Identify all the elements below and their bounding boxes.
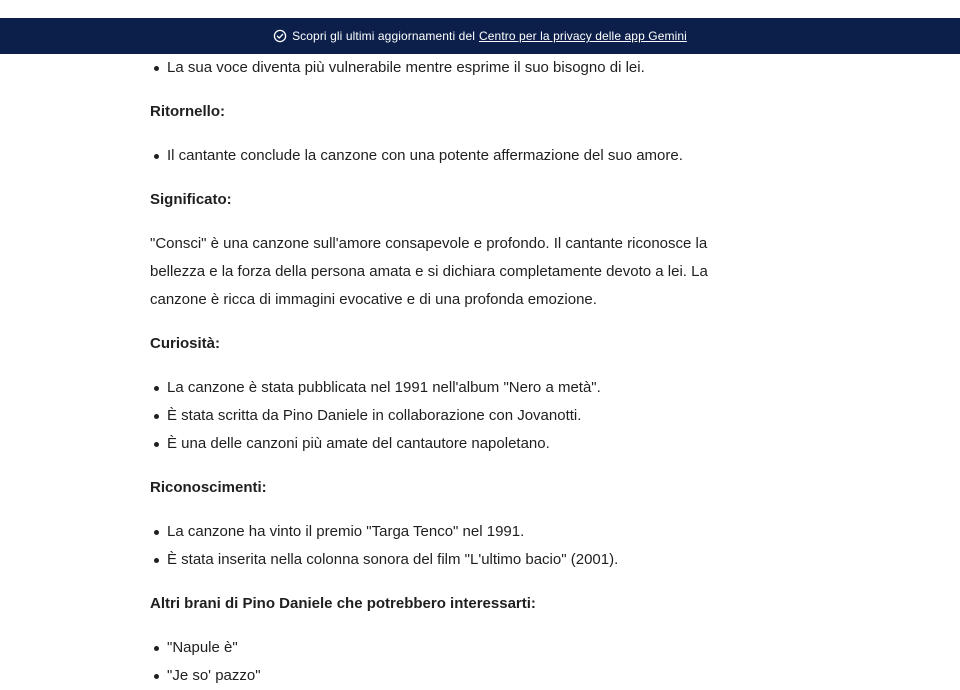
heading-ritornello: Ritornello: (150, 103, 225, 120)
heading-curiosita: Curiosità: (150, 335, 221, 352)
list-item: È stata scritta da Pino Daniele in collaborazione con Jovanotti. (150, 402, 760, 430)
ritornello-list (150, 142, 760, 170)
shield-check-icon (273, 29, 287, 43)
list-item: Il cantante conclude la canzone con una potente affermazione del suo amore. (150, 142, 760, 170)
intro-list (150, 54, 760, 82)
privacy-center-link[interactable]: Centro per la privacy delle app Gemini (479, 29, 687, 43)
list-item: La sua voce diventa più vulnerabile mentre esprime il suo bisogno di lei. (150, 54, 760, 82)
heading-significato: Significato: (150, 191, 232, 208)
list-item: È stata inserita nella colonna sonora del film "L'ultimo bacio" (2001). (150, 546, 760, 574)
riconoscimenti-list (150, 518, 760, 574)
significato-paragraph: "Consci" è una canzone sull'amore consapevole e profondo. Il cantante riconosce la bellezza e la forza della persona amata e si dichiara completamente devoto a lei. La canzone è ricca di immagini evocative e di una profonda emozione. (150, 235, 708, 308)
top-strip (0, 0, 960, 18)
list-item: È una delle canzoni più amate del cantautore napoletano. (150, 430, 760, 458)
banner-text: Scopri gli ultimi aggiornamenti del (292, 29, 475, 43)
heading-altri-brani: Altri brani di Pino Daniele che potrebbero interessarti: (150, 595, 536, 612)
list-item: "Napule è" (150, 634, 760, 662)
list-item: "Je so' pazzo" (150, 662, 760, 690)
altri-brani-list (150, 634, 760, 690)
heading-riconoscimenti: Riconoscimenti: (150, 479, 267, 496)
list-item: La canzone è stata pubblicata nel 1991 nell'album "Nero a metà". (150, 374, 760, 402)
curiosita-list (150, 374, 760, 458)
privacy-banner (0, 18, 960, 54)
response-content (150, 54, 760, 690)
list-item: La canzone ha vinto il premio "Targa Tenco" nel 1991. (150, 518, 760, 546)
